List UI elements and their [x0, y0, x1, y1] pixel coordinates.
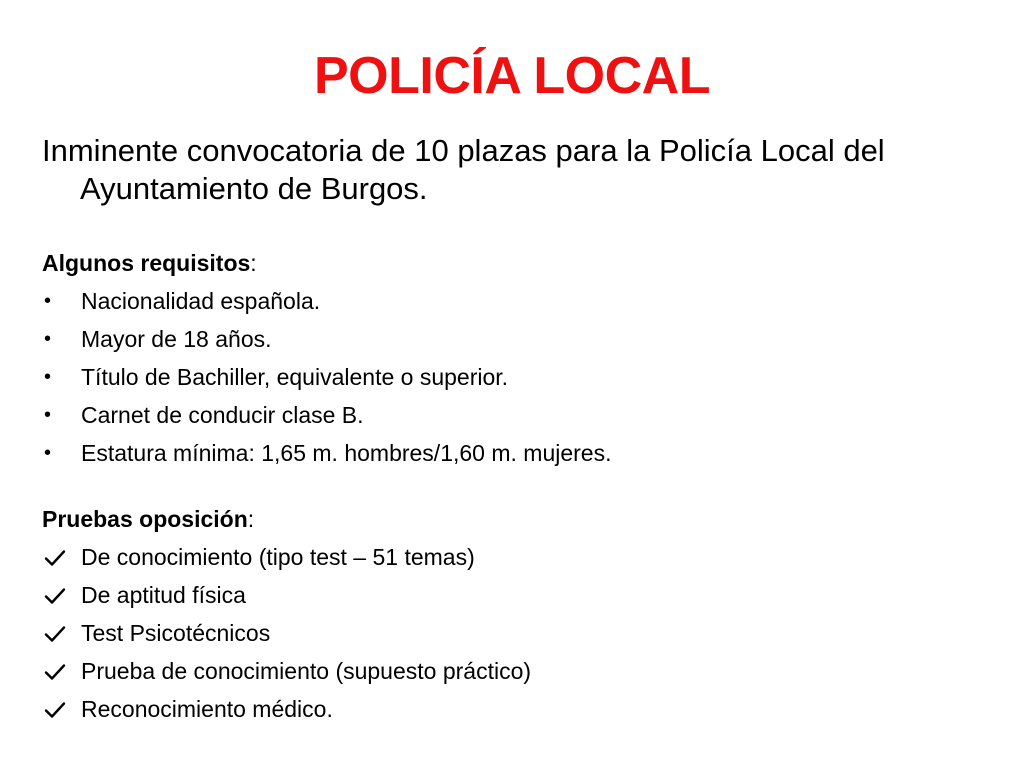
list-item — [42, 614, 942, 652]
requirements-section — [42, 244, 942, 472]
exams-heading — [42, 500, 942, 538]
exams-heading-colon: : — [247, 506, 255, 532]
list-item-text: Título de Bachiller, equivalente o superior. — [81, 364, 509, 390]
list-item — [42, 576, 942, 614]
list-item — [42, 538, 942, 576]
list-item-text: Carnet de conducir clase B. — [81, 402, 364, 428]
list-item — [42, 282, 942, 320]
list-item-text: De aptitud física — [81, 582, 246, 608]
bullet-dot-icon: • — [44, 404, 52, 426]
bullet-dot-icon: • — [44, 366, 52, 388]
list-item — [42, 434, 942, 472]
requirements-heading-text: Algunos requisitos — [42, 250, 251, 276]
slide-title: POLICÍA LOCAL — [314, 47, 710, 105]
requirements-heading — [42, 244, 942, 282]
requirements-list — [42, 282, 942, 472]
checkmark-icon — [44, 652, 68, 690]
exams-list — [42, 538, 942, 728]
exams-heading-text: Pruebas oposición — [42, 506, 248, 532]
list-item-text: De conocimiento (tipo test – 51 temas) — [81, 544, 475, 570]
list-item — [42, 358, 942, 396]
list-item-text: Mayor de 18 años. — [81, 326, 272, 352]
list-item-text: Prueba de conocimiento (supuesto práctico) — [81, 658, 532, 684]
bullet-dot-icon: • — [44, 290, 52, 312]
list-item-text: Nacionalidad española. — [81, 288, 321, 314]
intro-paragraph: Inminente convocatoria de 10 plazas para la Policía Local del Ayuntamiento de Burgos. — [42, 133, 885, 206]
exams-section — [42, 500, 942, 728]
bullet-dot-icon: • — [44, 328, 52, 350]
list-item — [42, 396, 942, 434]
list-item — [42, 652, 942, 690]
checkmark-icon — [44, 690, 68, 728]
list-item — [42, 320, 942, 358]
list-item — [42, 690, 942, 728]
requirements-heading-colon: : — [250, 250, 257, 276]
list-item-text: Test Psicotécnicos — [81, 620, 271, 646]
checkmark-icon — [44, 614, 68, 652]
list-item-text: Reconocimiento médico. — [81, 696, 333, 722]
checkmark-icon — [44, 538, 68, 576]
bullet-dot-icon: • — [44, 442, 52, 464]
checkmark-icon — [44, 576, 68, 614]
list-item-text: Estatura mínima: 1,65 m. hombres/1,60 m. mujeres. — [81, 440, 612, 466]
